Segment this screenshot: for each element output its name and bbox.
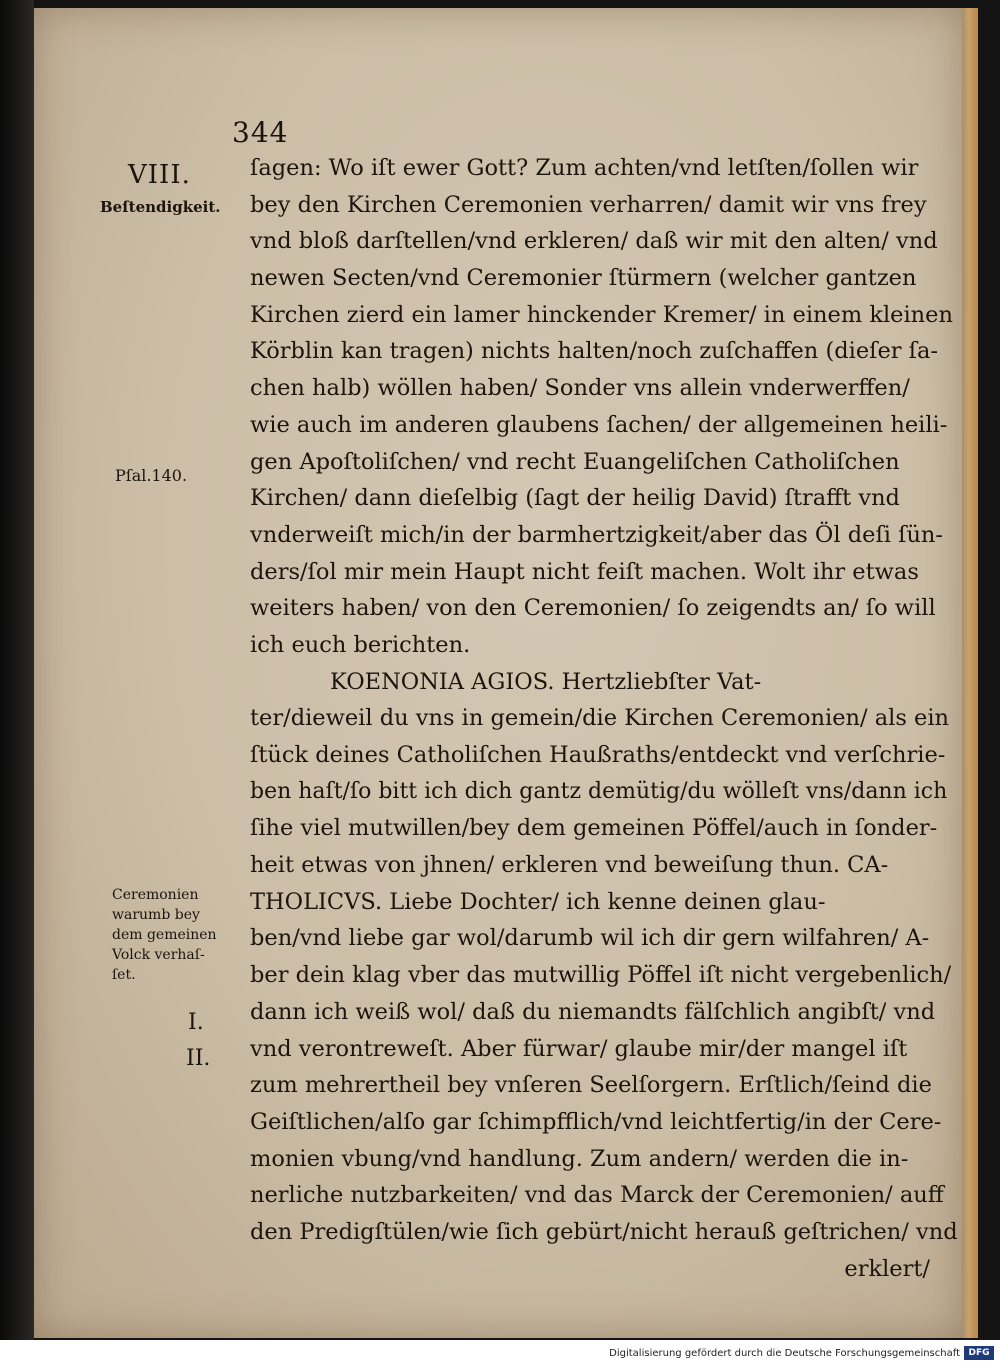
text-line: weiters haben/ von den Ceremonien/ ſo zeigendts an/ ſo will	[250, 595, 936, 622]
text-line: vnderweiſt mich/in der barmhertzigkeit/aber das Öl deſi ſün-	[250, 521, 944, 548]
margin-note-bestendigkeit: Beſtendigkeit.	[100, 198, 221, 216]
text-line: ſtück deines Catholiſchen Haußraths/entdeckt vnd verſchrie-	[250, 742, 946, 768]
margin-note-line: Volck verhaſ-	[112, 947, 205, 963]
text-line: Kirchen zierd ein lamer hinckender Kremer/ in einem kleinen	[250, 301, 953, 328]
text-line: newen Secten/vnd Ceremonier ſtürmern (welcher gantzen	[250, 265, 917, 292]
text-line: ſihe viel mutwillen/bey dem gemeinen Pöffel/auch in ſonder-	[250, 815, 938, 842]
text-line: ſagen: Wo iſt ewer Gott? Zum achten/vnd letſten/ſollen wir	[250, 155, 919, 181]
text-line: nerliche nutzbarkeiten/ vnd das Marck der Ceremonien/ auff	[250, 1182, 944, 1209]
text-line: Kirchen/ dann dieſelbig (ſagt der heilig David) ſtrafft vnd	[250, 485, 900, 512]
text-line: ter/dieweil du vns in gemein/die Kirchen Ceremonien/ als ein	[250, 705, 950, 732]
text-line: bey den Kirchen Ceremonien verharren/ damit wir vns frey	[250, 191, 927, 218]
margin-note-line: ſet.	[112, 967, 136, 983]
text-line: ber dein klag vber das mutwillig Pöffel iſt nicht vergebenlich/	[250, 962, 952, 989]
text-line: Körblin kan tragen) nichts halten/noch zuſchaffen (dieſer ſa-	[250, 338, 939, 365]
text-line: chen halb) wöllen haben/ Sonder vns allein vnderwerffen/	[250, 375, 910, 402]
text-line: wie auch im anderen glaubens ſachen/ der allgemeinen heili-	[250, 411, 948, 438]
margin-numeral-ii: II.	[186, 1046, 211, 1071]
margin-note-psalm: Pſal.140.	[115, 466, 188, 485]
margin-note-line: warumb bey	[112, 907, 200, 923]
body-text	[250, 150, 960, 1287]
scan-left-edge	[0, 0, 34, 1340]
text-line: gen Apoſtoliſchen/ vnd recht Euangeliſchen Catholiſchen	[250, 448, 900, 475]
dfg-logo: DFG	[964, 1346, 994, 1360]
text-line: ders/ſol mir mein Haupt nicht feiſt machen. Wolt ihr etwas	[250, 558, 919, 585]
footer-credit: Digitalisierung gefördert durch die Deutsche Forschungsgemeinschaft	[609, 1348, 960, 1359]
text-line: vnd verontreweſt. Aber fürwar/ glaube mir/der mangel iſt	[250, 1035, 908, 1062]
margin-numeral-i: I.	[188, 1010, 204, 1035]
text-line: den Predigſtülen/wie ſich gebürt/nicht herauß geſtrichen/ vnd	[250, 1218, 958, 1245]
margin-note-viii: VIII.	[128, 160, 191, 190]
text-line: vnd bloß darſtellen/vnd erkleren/ daß wir mit den alten/ vnd	[250, 228, 938, 255]
text-line: ben haſt/ſo bitt ich dich gantz demütig/du wölleſt vns/dann ich	[250, 778, 948, 804]
speaker-heading-line: KOENONIA AGIOS. Hertzliebſter Vat-	[330, 668, 762, 695]
margin-note-ceremonien	[112, 885, 262, 985]
text-line: dann ich weiß wol/ daß du niemandts fälſchlich angibſt/ vnd	[250, 998, 936, 1025]
margin-note-line: dem gemeinen	[112, 927, 217, 943]
text-line: monien vbung/vnd handlung. Zum andern/ werden die in-	[250, 1145, 909, 1172]
page-edge	[962, 8, 978, 1338]
text-line: ben/vnd liebe gar wol/darumb wil ich dir gern wilfahren/ A-	[250, 925, 930, 952]
text-line: ich euch berichten.	[250, 631, 471, 658]
text-line: heit etwas von jhnen/ erkleren vnd beweiſung thun. CA-	[250, 852, 889, 879]
text-line: Geiſtlichen/alſo gar ſchimpfflich/vnd leichtfertig/in der Cere-	[250, 1108, 942, 1135]
text-line: THOLICVS. Liebe Dochter/ ich kenne deinen glau-	[250, 888, 826, 915]
catchword-line: erklert/	[844, 1255, 930, 1282]
margin-note-line: Ceremonien	[112, 887, 199, 903]
text-line: zum mehrertheil bey vnſeren Seelſorgern. Erſtlich/ſeind die	[250, 1072, 932, 1099]
page-number: 344	[232, 116, 289, 149]
